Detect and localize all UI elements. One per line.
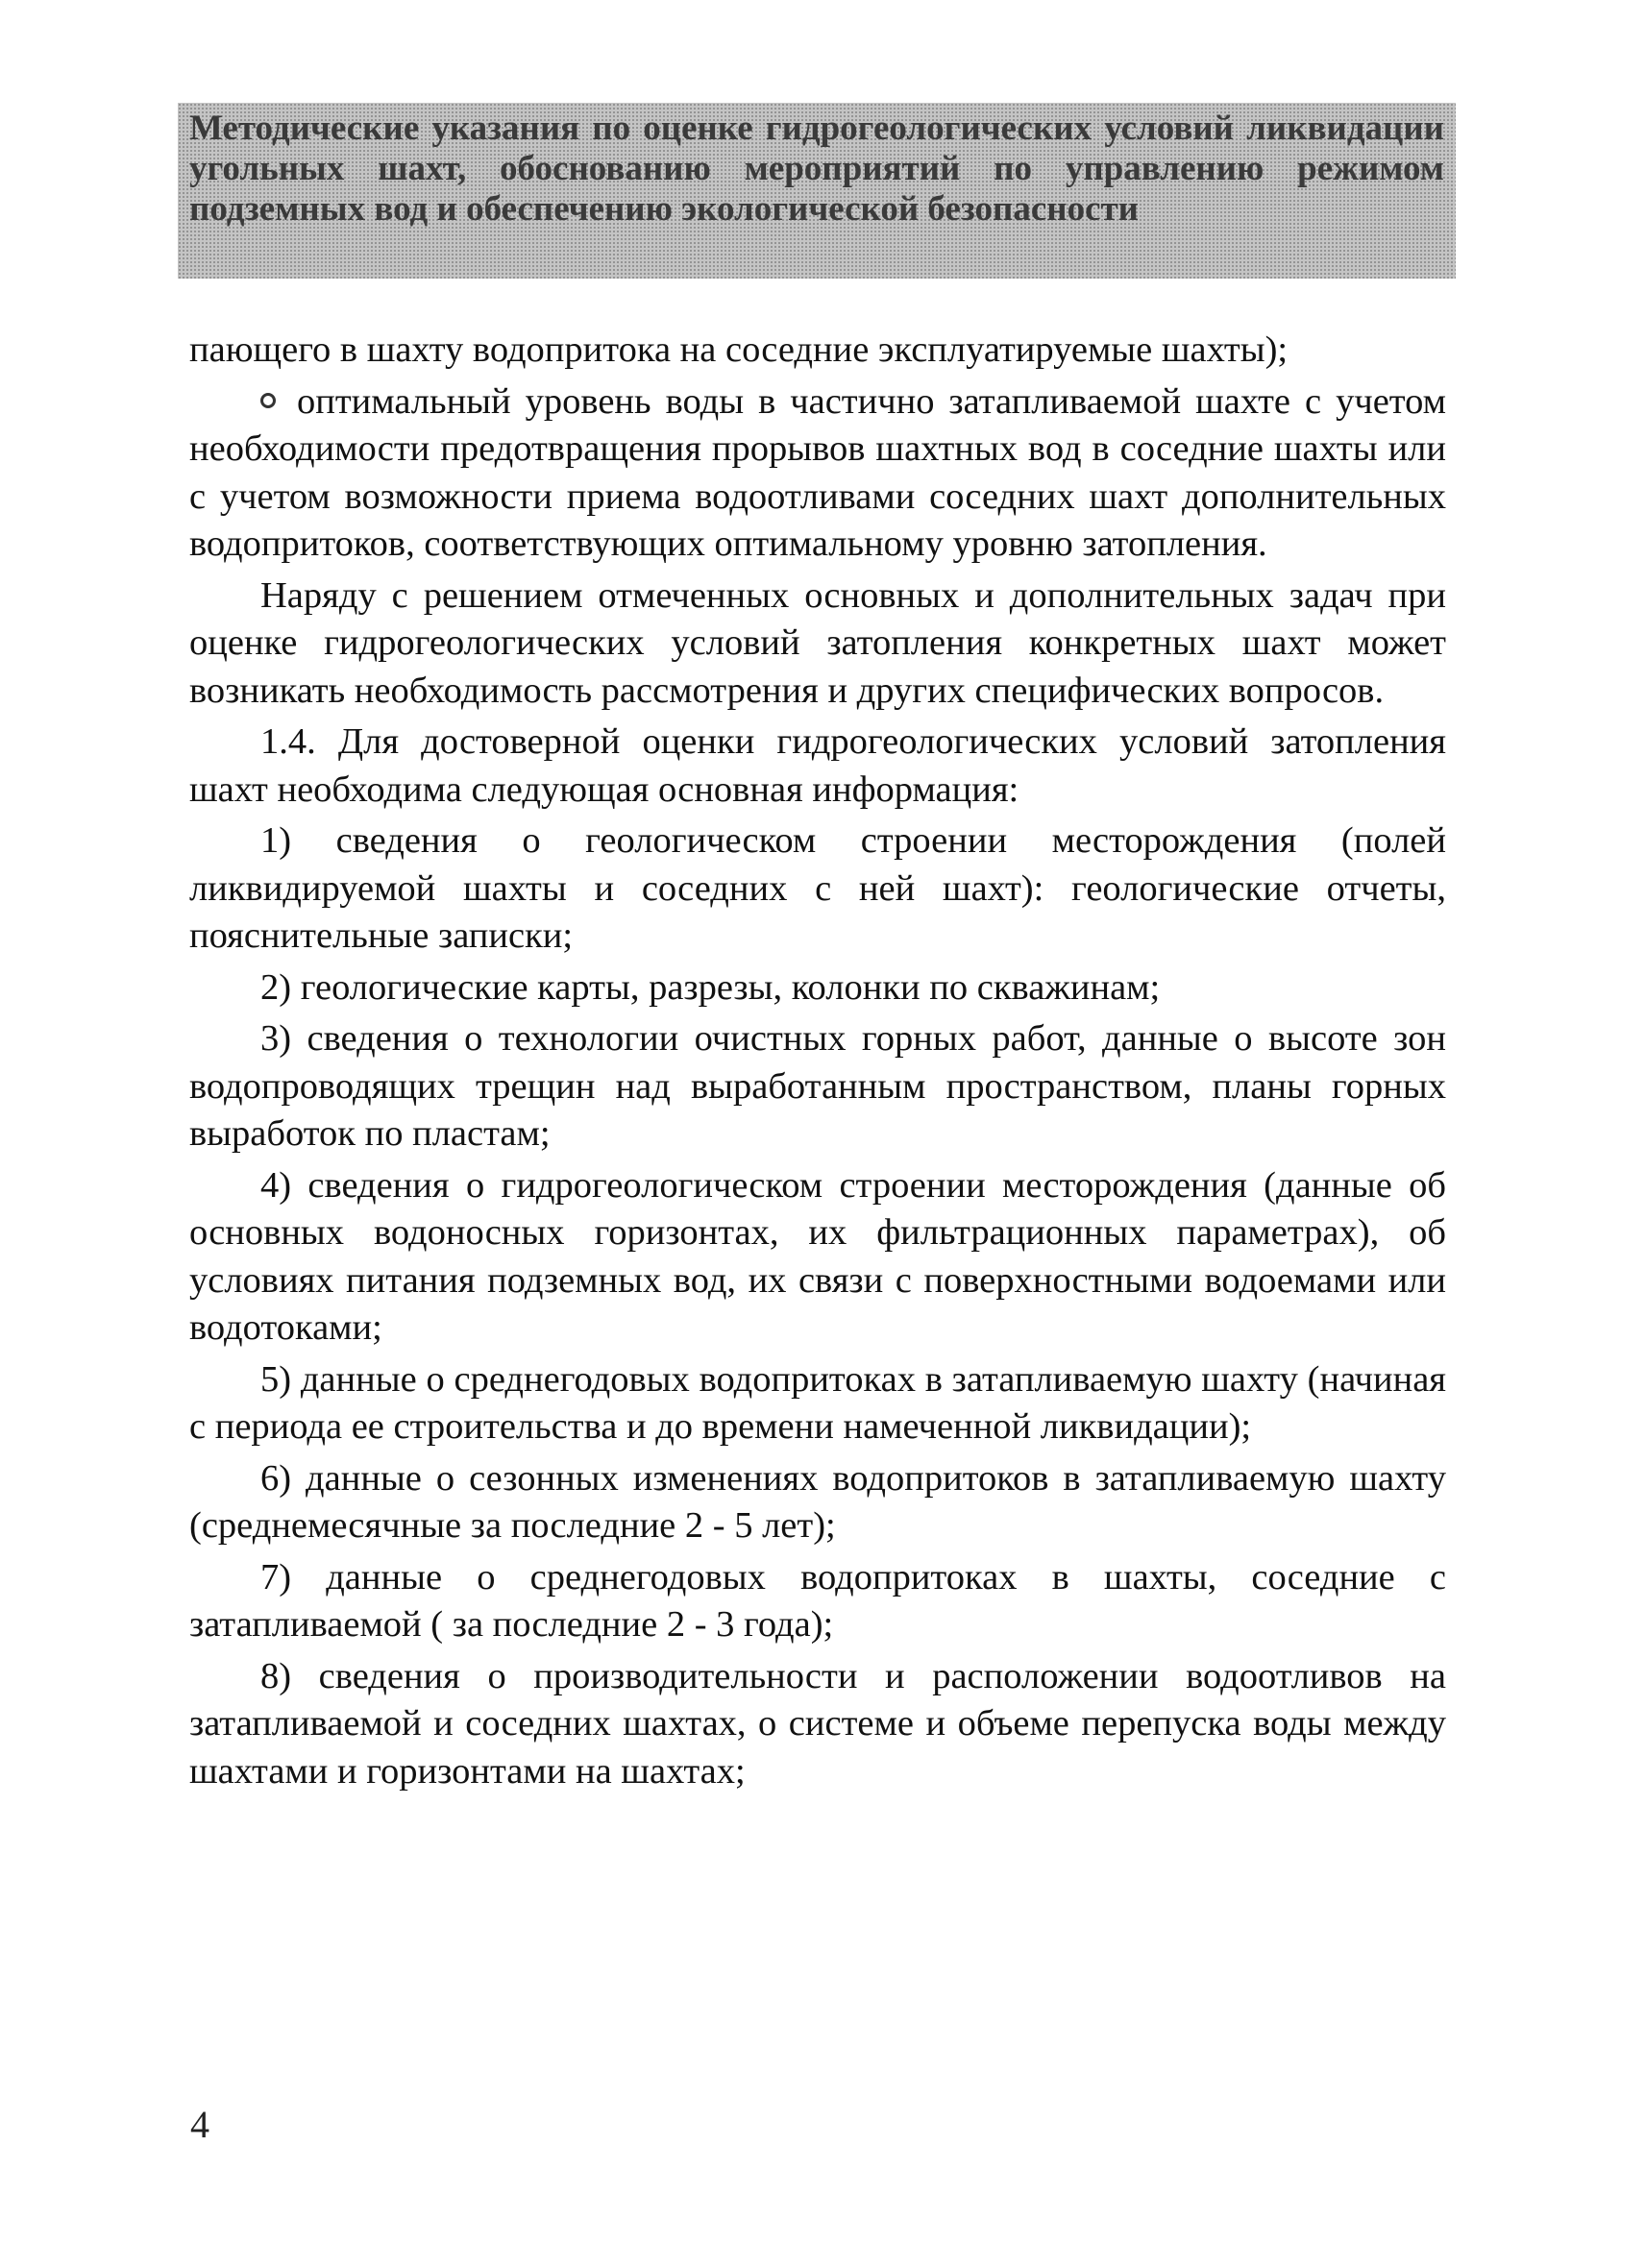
document-header <box>178 103 1456 279</box>
bullet-item <box>189 378 1446 569</box>
list-item: 4) сведения о гидрогеологическом строении месторождения (данные об основных водоносных горизонтах, их фильтрационных параметрах), об условиях питания подземных вод, их связи с поверхностными водоемами или водотоками; <box>189 1164 1446 1348</box>
page-number: 4 <box>190 2103 209 2146</box>
list-item: 1) сведения о геологическом строении месторождения (полей ликвидируемой шахты и соседних с ней шахт): геологические отчеты, пояснительные записки; <box>189 820 1446 956</box>
page-content <box>189 327 1446 1799</box>
bullet-item-text: оптимальный уровень воды в частично затапливаемой шахте с учетом необходимости предотвращения прорывов шахтных вод в соседние шахты или с учетом возможности приема водоотливами соседних шахт дополнительных водопритоков, соответствующих оптимальному уровню затопления. <box>189 380 1446 564</box>
list-item: 2) геологические карты, разрезы, колонки по скважинам; <box>260 966 1161 1008</box>
header-title: Методические указания по оценке гидрогеологических условий ликвидации угольных шахт, обоснованию мероприятий по управлению режимом подземных вод и обеспечению экологической безопасности <box>189 109 1444 229</box>
list-item: 3) сведения о технологии очистных горных работ, данные о высоте зон водопроводящих трещин над выработанным пространством, планы горных выработок по пластам; <box>189 1018 1446 1154</box>
list-item: 6) данные о сезонных изменениях водопритоков в затапливаемую шахту (среднемесячные за последние 2 - 5 лет); <box>189 1457 1446 1546</box>
list-item: 5) данные о среднегодовых водопритоках в затапливаемую шахту (начиная с периода ее строительства и до времени намеченной ликвидации); <box>189 1358 1446 1447</box>
list-item: 7) данные о среднегодовых водопритоках в шахты, соседние с затапливаемой ( за последние 2 - 3 года); <box>189 1556 1446 1645</box>
paragraph: Наряду с решением отмеченных основных и дополнительных задач при оценке гидрогеологических условий затопления конкретных шахт может возникать необходимость рассмотрения и других специфических вопросов. <box>189 574 1446 711</box>
continuation-paragraph: пающего в шахту водопритока на соседние эксплуатируемые шахты); <box>189 329 1289 370</box>
list-item: 8) сведения о производительности и расположении водоотливов на затапливаемой и соседних шахтах, о системе и объеме перепуска воды между шахтами и горизонтами на шахтах; <box>189 1655 1446 1792</box>
section-paragraph: 1.4. Для достоверной оценки гидрогеологических условий затопления шахт необходима следующая основная информация: <box>189 721 1446 810</box>
bullet-icon <box>260 393 276 408</box>
